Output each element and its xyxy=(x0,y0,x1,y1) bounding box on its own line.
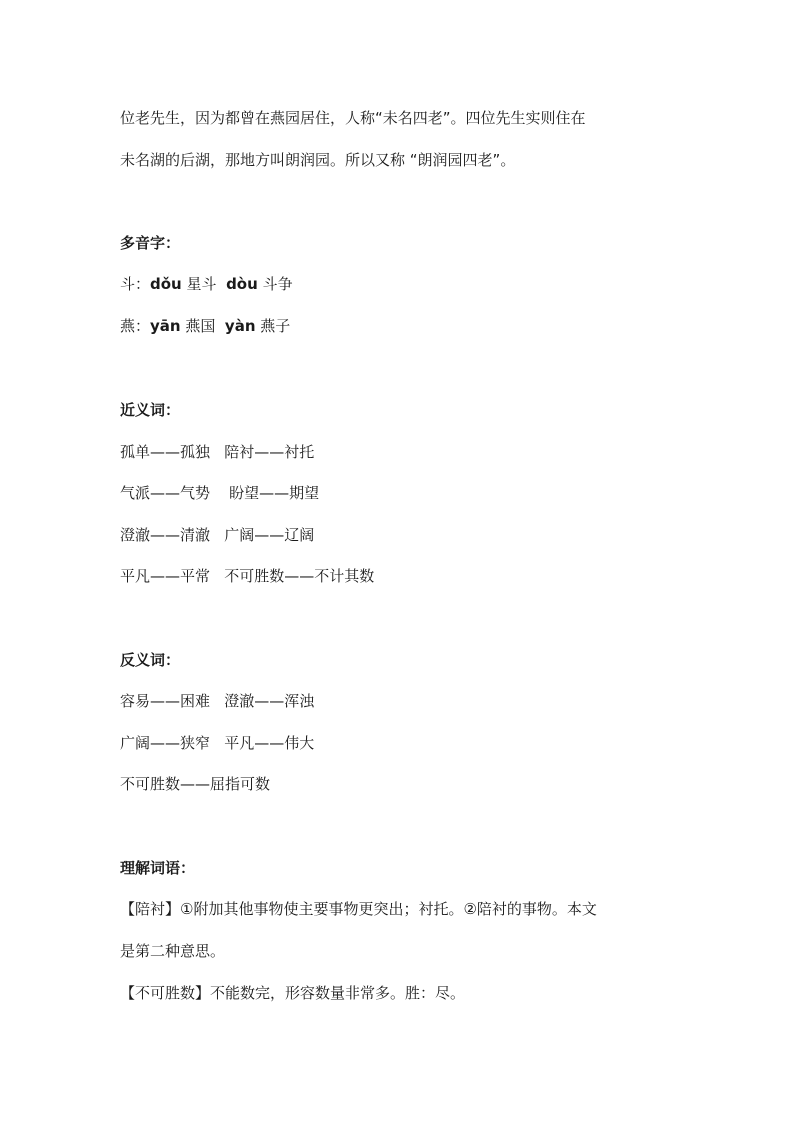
polyphonic-char: 燕： xyxy=(120,317,151,335)
vocab-line: 【陪衬】①附加其他事物使主要事物更突出；衬托。②陪衬的事物。本文 xyxy=(120,900,597,918)
polyphonic-char: 斗： xyxy=(120,275,151,293)
vocab-line: 【不可胜数】不能数完，形容数量非常多。胜：尽。 xyxy=(120,984,466,1002)
vocab-line: 是第二种意思。 xyxy=(120,942,226,960)
polyphonic-item xyxy=(120,274,674,294)
example-word: 斗争 xyxy=(257,275,293,293)
synonym-line: 气派——气势 盼望——期望 xyxy=(120,484,320,502)
synonym-line: 澄澈——清澈 广阔——辽阔 xyxy=(120,526,315,544)
intro-line-1: 位老先生，因为都曾在燕园居住，人称“未名四老”。四位先生实则住在 xyxy=(120,109,586,127)
example-word: 星斗 xyxy=(181,275,227,293)
vocab-heading: 理解词语： xyxy=(120,859,196,877)
example-word: 燕国 xyxy=(180,317,225,335)
polyphonic-item xyxy=(120,316,674,336)
synonyms-heading: 近义词： xyxy=(120,401,181,419)
synonym-line: 孤单——孤独 陪衬——衬托 xyxy=(120,443,315,461)
pinyin-reading: dòu xyxy=(226,275,258,293)
intro-line-2: 未名湖的后湖，那地方叫朗润园。所以又称 “朗润园四老”。 xyxy=(120,151,516,169)
antonym-line: 容易——困难 澄澈——浑浊 xyxy=(120,692,315,710)
pinyin-reading: yàn xyxy=(224,317,256,335)
pinyin-reading: dǒu xyxy=(150,275,182,293)
polyphonic-heading: 多音字： xyxy=(120,234,181,252)
example-word: 燕子 xyxy=(255,317,291,335)
antonym-line: 广阔——狭窄 平凡——伟大 xyxy=(120,734,315,752)
antonyms-heading: 反义词： xyxy=(120,651,181,669)
synonym-line: 平凡——平常 不可胜数——不计其数 xyxy=(120,567,375,585)
antonym-line: 不可胜数——屈指可数 xyxy=(120,775,271,793)
pinyin-reading: yān xyxy=(150,317,181,335)
